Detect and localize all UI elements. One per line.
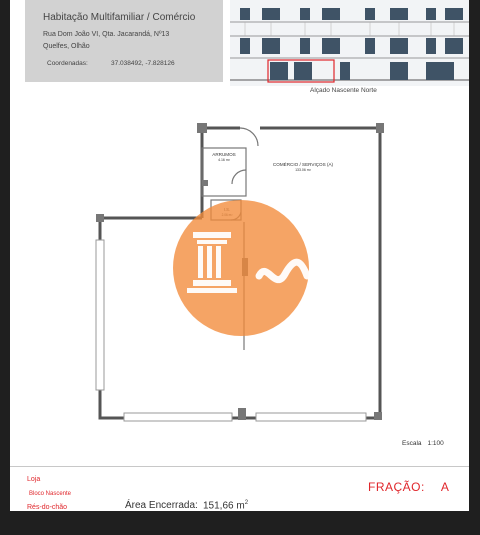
fraction-value: A <box>440 480 450 494</box>
fraction-label: FRAÇÃO: <box>368 480 425 494</box>
unit-type: Loja <box>27 476 41 483</box>
block-name: Bloco Nascente <box>29 491 72 497</box>
area-value <box>203 500 248 511</box>
scale-indicator <box>402 440 444 447</box>
scale-value: 1:100 <box>427 440 444 447</box>
room-label-arrumos: ARRUMOS <box>212 152 236 157</box>
room-label-comercio: COMÉRCIO / SERVIÇOS (A) <box>272 162 334 167</box>
coordinates-value: 37.038492, -7.828126 <box>111 60 175 67</box>
viewer-frame-bottom <box>0 511 480 535</box>
watermark-logo <box>171 198 321 338</box>
area-unit-superscript: 2 <box>244 500 249 506</box>
header-info-box <box>25 0 223 82</box>
project-title: Habitação Multifamiliar / Comércio <box>43 12 196 23</box>
footer-divider <box>10 466 469 467</box>
viewer-frame-right <box>469 0 480 535</box>
fraction-indicator <box>368 480 449 494</box>
address-line-2: Quelfes, Olhão <box>43 43 90 50</box>
building-elevation-drawing <box>230 0 469 86</box>
document-page <box>10 0 469 511</box>
address-line-1: Rua Dom João VI, Qta. Jacarandá, Nº13 <box>43 31 170 38</box>
coordinates-label: Coordenadas: <box>47 60 88 67</box>
floor-name: Rés-do-chão <box>27 504 68 511</box>
scale-label: Escala <box>402 440 422 447</box>
viewer-frame-left <box>0 0 10 535</box>
room-area-comercio: 133.06 m² <box>295 168 311 172</box>
area-number: 151,66 m <box>203 500 245 511</box>
room-area-arrumos: 4.16 m² <box>218 158 230 162</box>
elevation-caption: Alçado Nascente Norte <box>310 87 377 94</box>
area-label: Área Encerrada: <box>125 500 198 511</box>
